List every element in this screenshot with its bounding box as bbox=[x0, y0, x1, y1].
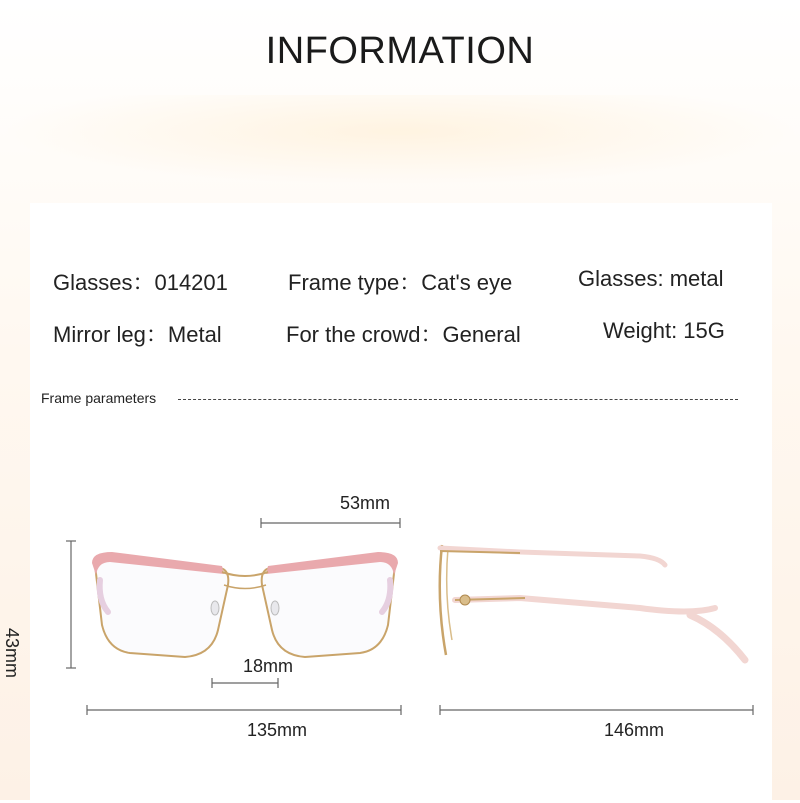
page-title: INFORMATION bbox=[265, 30, 535, 72]
temple-length-label: 146mm bbox=[604, 720, 665, 740]
spec-frame-type: Frame type：Cat's eye bbox=[288, 270, 513, 295]
bridge-label: 18mm bbox=[243, 656, 294, 676]
spec-glasses: Glasses：014201 bbox=[53, 270, 228, 295]
lens-width-label: 53mm bbox=[340, 493, 391, 513]
spec-mirror-leg: Mirror leg：Metal bbox=[53, 322, 222, 347]
frame-parameters-label: Frame parameters bbox=[41, 390, 157, 406]
spec-crowd: For the crowd：General bbox=[286, 322, 521, 347]
glasses-front-view bbox=[92, 552, 398, 657]
glasses-side-view bbox=[440, 545, 745, 660]
lens-height-label: 43mm bbox=[2, 628, 22, 679]
spec-weight: Weight: 15G bbox=[603, 318, 725, 343]
spec-glasses-material: Glasses: metal bbox=[578, 266, 724, 291]
frame-width-label: 135mm bbox=[247, 720, 308, 740]
